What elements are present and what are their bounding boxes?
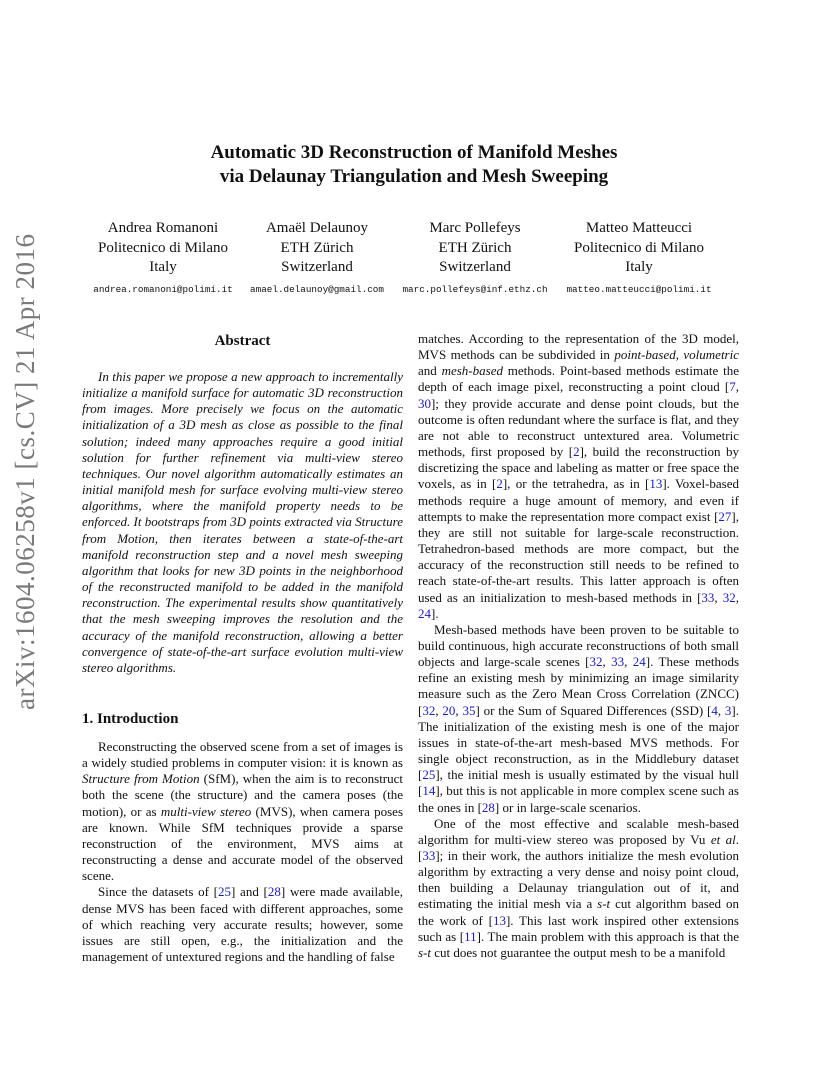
- emphasis: volumetric: [683, 347, 739, 363]
- author-email[interactable]: marc.pollefeys@inf.ethz.ch: [402, 283, 548, 295]
- text-run: Reconstructing the observed scene from a set of images is a widely studied problems in computer vision: it is known as: [82, 738, 403, 771]
- author-email[interactable]: amael.delaunoy@gmail.com: [250, 283, 384, 295]
- text-run: Mesh-based methods have been proven to be suitable to build continuous, high accurate reconstructions of both small objects and large-scale scenes [: [418, 621, 739, 670]
- author-affiliation: Politecnico di Milano: [98, 239, 228, 256]
- citation-link[interactable]: 33: [611, 654, 625, 670]
- text-run: cut algorithm based on the work of [: [418, 896, 739, 928]
- citation-link[interactable]: 28: [267, 884, 281, 900]
- text-run: One of the most effective and scalable mesh-based algorithm for multi-view stereo was proposed by Vu: [418, 815, 739, 847]
- citation-link[interactable]: 25: [422, 767, 436, 783]
- author-country: Italy: [625, 259, 653, 275]
- text-run: ], build the reconstruction by discretizing the space and labeling as matter or free space the voxels, as in [: [418, 444, 739, 492]
- text-run: Since the datasets of [: [98, 884, 218, 900]
- text-run: ], but this is not applicable in more complex scene such as the ones in [: [418, 783, 739, 815]
- text-run: ].: [431, 605, 439, 621]
- text-run: (MVS), when camera poses are known. While SfM techniques provide a sparse reconstruction of the environment, MVS aims at reconstructing a dense and accurate model of the observed scene.: [82, 803, 403, 884]
- text-run: ] and [: [231, 884, 268, 900]
- text-run: ]. These methods refine an existing mesh by minimizing an image similarity measure such as the Zero Mean Cross Correlation (ZNCC) [: [418, 654, 740, 718]
- text-run: ,: [675, 347, 684, 363]
- text-run: and: [418, 363, 442, 379]
- citation-link[interactable]: 2: [573, 444, 580, 460]
- text-run: ]; they provide accurate and dense point clouds, but the outcome is often redundant where the surface is flat, and they are not able to reconstruct untextured area. Volumetric methods, first proposed by [: [418, 395, 739, 460]
- text-run: ], they are still not suitable for large-scale reconstruction. Tetrahedron-based methods are more compact, but the accuracy of the reconstruction still needs to be refined to reach state-of-the-art results. This latter approach is often used as an initialization to mesh-based methods in [: [418, 508, 739, 605]
- text-run: (SfM), when the aim is to reconstruct both the scene (the structure) and the camera poses (the motion), or as: [82, 771, 404, 819]
- citation-link[interactable]: 11: [464, 928, 477, 944]
- text-run: ,: [735, 589, 740, 605]
- section-heading-introduction: 1. Introduction: [82, 710, 179, 727]
- emphasis: Structure from Motion: [82, 771, 200, 787]
- body-paragraph-1: [418, 331, 739, 622]
- citation-link[interactable]: 28: [481, 799, 495, 815]
- emphasis: mesh-based: [441, 363, 503, 379]
- text-run: ,: [717, 702, 725, 718]
- author-block-4: [544, 219, 734, 297]
- citation-link[interactable]: 30: [418, 395, 431, 411]
- citation-link[interactable]: 33: [701, 589, 715, 605]
- text-run: ,: [624, 654, 633, 670]
- text-run: ]; in their work, the authors initialize the mesh evolution algorithm by extracting a very dense and noisy point cloud, then building a Delaunay triangulation out of it, and estimating the initial mesh via a: [418, 848, 739, 912]
- text-run: ]. The main problem with this approach is that the: [476, 928, 739, 944]
- author-affiliation: ETH Zürich: [280, 239, 354, 256]
- author-name: Amaël Delaunoy: [265, 220, 369, 236]
- citation-link[interactable]: 32: [589, 654, 603, 670]
- author-email[interactable]: andrea.romanoni@polimi.it: [93, 283, 233, 295]
- emphasis: s-t: [597, 896, 611, 912]
- author-name: Andrea Romanoni: [107, 220, 219, 236]
- citation-link[interactable]: 25: [218, 884, 231, 900]
- citation-link[interactable]: 33: [422, 848, 436, 863]
- author-country: Italy: [149, 259, 177, 275]
- text-run: methods. Point-based methods estimate the depth of each image pixel, reconstructing a point cloud [: [418, 363, 739, 395]
- citation-link[interactable]: 4: [711, 702, 718, 718]
- text-run: ,: [735, 379, 739, 395]
- text-run: ]. The initialization of the existing mesh is one of the major issues in state-of-the-art mesh-based MVS methods. For single object reconstruction, as in the Middlebury dataset [: [418, 702, 739, 783]
- citation-link[interactable]: 24: [418, 605, 431, 621]
- right-column: [418, 331, 739, 961]
- citation-link[interactable]: 13: [492, 912, 506, 928]
- emphasis: et al: [710, 831, 736, 847]
- text-run: cut does not guarantee the output mesh to be a manifold: [431, 944, 726, 960]
- author-country: Switzerland: [439, 259, 511, 275]
- text-run: ,: [455, 702, 463, 718]
- author-name: Matteo Matteucci: [585, 220, 693, 236]
- title-line-2: via Delaunay Triangulation and Mesh Sweeping: [219, 166, 609, 187]
- citation-link[interactable]: 32: [422, 702, 436, 718]
- text-run: ], or the tetrahedra, as in [: [502, 476, 650, 492]
- author-affiliation: ETH Zürich: [438, 239, 512, 256]
- author-name: Marc Pollefeys: [429, 220, 521, 236]
- text-run: . [: [418, 831, 739, 863]
- author-email[interactable]: matteo.matteucci@polimi.it: [566, 283, 712, 295]
- citation-link[interactable]: 24: [632, 654, 646, 670]
- text-run: ]. Voxel-based methods require a huge amount of memory, and even if attempts to make the representation more compact exist [: [418, 476, 739, 524]
- citation-link[interactable]: 7: [729, 379, 736, 395]
- emphasis: point-based: [614, 347, 676, 363]
- citation-link[interactable]: 35: [462, 702, 476, 718]
- author-block-3: [380, 219, 570, 297]
- text-run: matches. According to the representation of the 3D model, MVS methods can be subdivided in: [418, 331, 739, 363]
- arxiv-identifier: arXiv:1604.06258v1 [cs.CV] 21 Apr 2016: [10, 233, 40, 710]
- text-run: ,: [714, 589, 723, 605]
- emphasis: s-t: [418, 944, 431, 960]
- text-run: ] were made available, dense MVS has been faced with different approaches, some of which reaching very accurate results; however, some issues are still open, e.g., the initialization and the management of untextured regions and the handling of false: [82, 884, 403, 964]
- body-paragraph-3: [418, 816, 739, 961]
- text-run: ,: [602, 654, 612, 670]
- citation-link[interactable]: 3: [724, 702, 732, 718]
- intro-paragraph-2: [82, 884, 403, 965]
- intro-paragraph-1: [82, 739, 403, 884]
- paper-title: [0, 141, 828, 189]
- text-run: ] or in large-scale scenarios.: [494, 799, 641, 815]
- citation-link[interactable]: 13: [649, 476, 663, 492]
- emphasis: multi-view stereo: [160, 803, 252, 819]
- title-line-1: Automatic 3D Reconstruction of Manifold Meshes: [210, 142, 618, 163]
- author-country: Switzerland: [281, 259, 353, 275]
- citation-link[interactable]: 32: [722, 589, 736, 605]
- citation-link[interactable]: 14: [422, 783, 436, 799]
- text-run: ] or the Sum of Squared Differences (SSD) [: [475, 702, 712, 718]
- citation-link[interactable]: 27: [718, 508, 732, 524]
- body-paragraph-2: [418, 622, 739, 816]
- author-affiliation: Politecnico di Milano: [574, 239, 704, 256]
- abstract-heading: Abstract: [214, 333, 271, 349]
- text-run: ], the initial mesh is usually estimated by the visual hull [: [418, 767, 739, 799]
- left-column: [82, 331, 403, 965]
- citation-link[interactable]: 20: [442, 702, 456, 718]
- text-run: ,: [435, 702, 443, 718]
- citation-link[interactable]: 2: [496, 476, 503, 492]
- abstract-text: In this paper we propose a new approach to incrementally initialize a manifold surface for automatic 3D reconstruction from images. More precisely we focus on the automatic initialization of a 3D mesh as close as possible to the final solution; indeed many approaches require a good initial solution for further refinement via multi-view stereo techniques. Our novel algorithm automatically estimates an initial manifold mesh for surface evolving multi-view stereo algorithms, where the manifold property needs to be enforced. It bootstraps from 3D points extracted via Structure from Motion, then iterates between a state-of-the-art manifold reconstruction step and a novel mesh sweeping algorithm that looks for new 3D points in the neighborhood of the reconstructed manifold to be added in the manifold reconstruction. The experimental results show quantitatively that the mesh sweeping improves the resolution and the accuracy of the manifold reconstruction, allowing a better convergence of state-of-the-art surface evolution multi-view stereo algorithms.: [82, 369, 403, 675]
- text-run: ]. This last work inspired other extensions such as [: [418, 912, 739, 944]
